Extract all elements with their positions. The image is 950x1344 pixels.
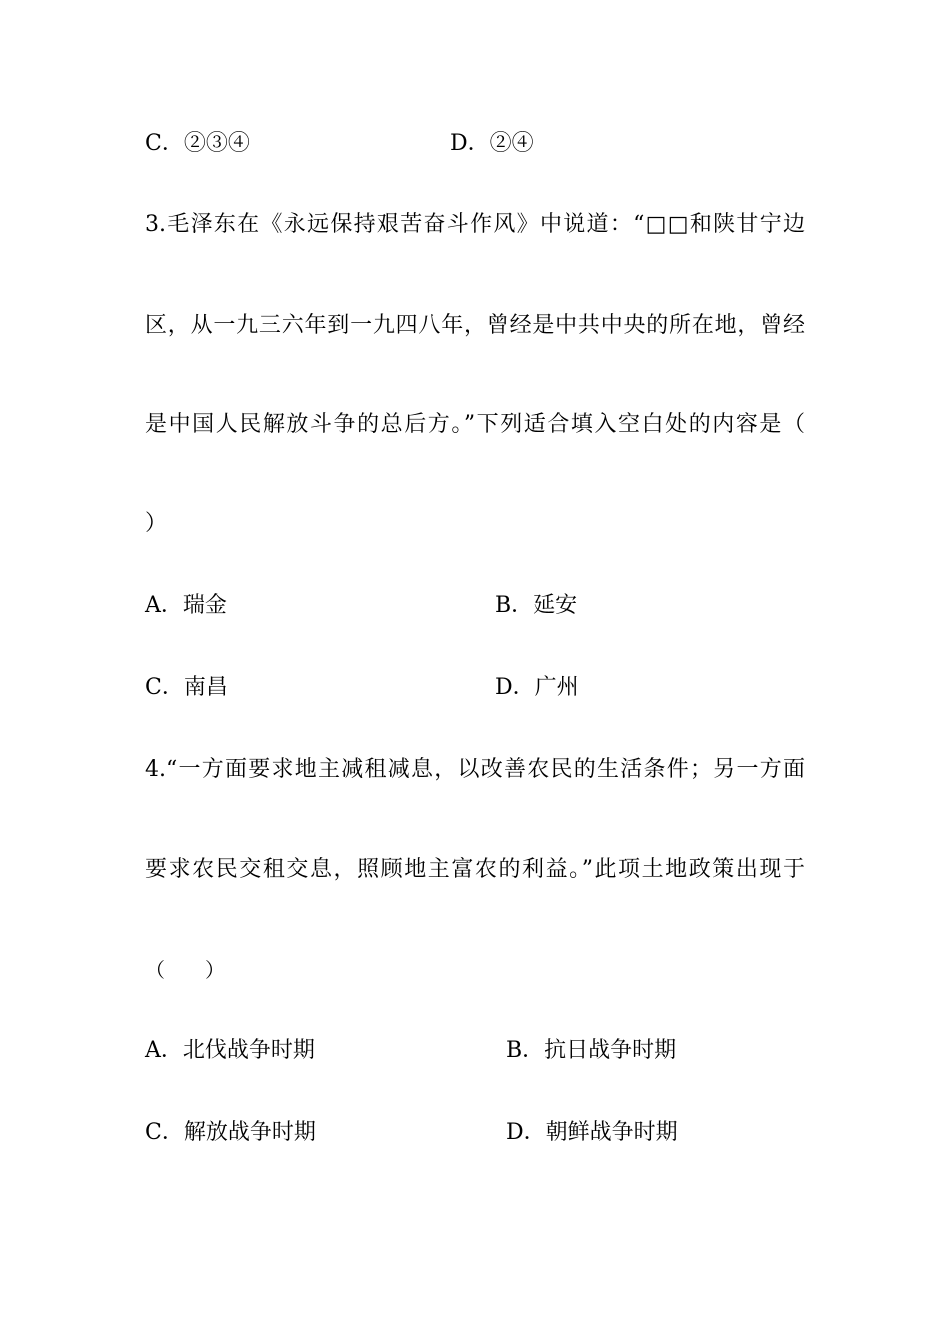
- q2-option-d: D．②④: [450, 131, 534, 156]
- q3-stem-line-1: 3.毛泽东在《永远保持艰苦奋斗作风》中说道：“□□和陕甘宁边: [145, 212, 805, 237]
- q4-option-c: C．解放战争时期: [145, 1120, 316, 1145]
- q3-option-c: C．南昌: [145, 675, 228, 700]
- q3-stem-line-3: 是中国人民解放斗争的总后方。”下列适合填入空白处的内容是（: [145, 412, 805, 437]
- q3-option-a: A．瑞金: [145, 593, 227, 618]
- q4-stem-line-2: 要求农民交租交息，照顾地主富农的利益。”此项土地政策出现于: [145, 857, 805, 882]
- q4-stem-line-3: （ ）: [145, 958, 225, 982]
- q3-stem-line-2: 区，从一九三六年到一九四八年，曾经是中共中央的所在地，曾经: [145, 313, 805, 338]
- q2-option-c: C．②③④: [145, 131, 250, 156]
- q3-option-d: D．广州: [495, 675, 579, 700]
- q4-option-b: B．抗日战争时期: [506, 1038, 677, 1063]
- q3-stem-line-4: ）: [145, 511, 168, 536]
- q3-option-b: B．延安: [495, 593, 578, 618]
- q4-option-d: D．朝鲜战争时期: [506, 1120, 678, 1145]
- q4-stem-line-1: 4.“一方面要求地主减租减息，以改善农民的生活条件；另一方面: [145, 757, 805, 782]
- q4-option-a: A．北伐战争时期: [145, 1038, 315, 1063]
